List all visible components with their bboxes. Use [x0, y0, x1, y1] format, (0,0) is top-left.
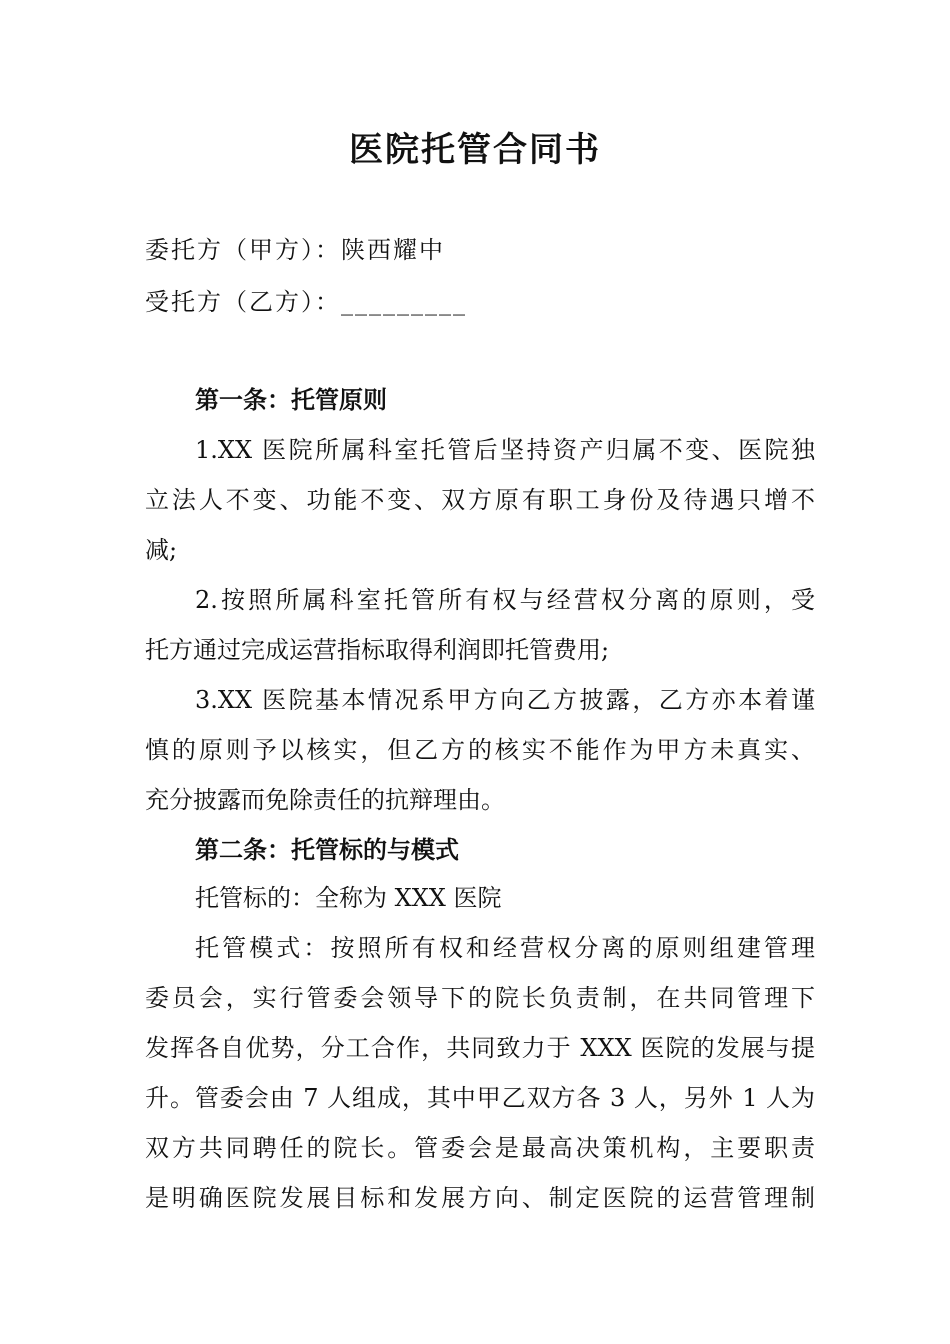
article2-mode-line-3: 发挥各自优势，分工合作，共同致力于 XXX 医院的发展与提	[145, 1034, 815, 1062]
trustee-party-line: 受托方（乙方）：_________	[145, 288, 467, 316]
article2-mode-line-2: 委员会，实行管委会领导下的院长负责制，在共同管理下	[145, 984, 815, 1012]
article1-p2-line-1: 2.按照所属科室托管所有权与经营权分离的原则，受	[195, 586, 815, 614]
article2-target-line: 托管标的：全称为 XXX 医院	[195, 884, 502, 912]
article1-p1-line-3: 减;	[145, 536, 178, 564]
document-title: 医院托管合同书	[349, 130, 601, 170]
article2-mode-line-1: 托管模式：按照所有权和经营权分离的原则组建管理	[195, 934, 815, 962]
article2-mode-line-4: 升。管委会由 7 人组成，其中甲乙双方各 3 人，另外 1 人为	[145, 1084, 815, 1112]
article2-heading: 第二条：托管标的与模式	[195, 836, 459, 864]
article1-p3-line-2: 慎的原则予以核实，但乙方的核实不能作为甲方未真实、	[145, 736, 815, 764]
article1-p2-line-2: 托方通过完成运营指标取得利润即托管费用;	[145, 636, 610, 664]
article1-p3-line-1: 3.XX 医院基本情况系甲方向乙方披露，乙方亦本着谨	[195, 686, 815, 714]
client-party-line: 委托方（甲方）：陕西耀中	[145, 236, 445, 264]
article1-p3-line-3: 充分披露而免除责任的抗辩理由。	[145, 786, 505, 814]
article1-p1-line-2: 立法人不变、功能不变、双方原有职工身份及待遇只增不	[145, 486, 815, 514]
article2-mode-line-6: 是明确医院发展目标和发展方向、制定医院的运营管理制	[145, 1184, 815, 1212]
article2-mode-line-5: 双方共同聘任的院长。管委会是最高决策机构，主要职责	[145, 1134, 815, 1162]
article1-heading: 第一条：托管原则	[195, 386, 387, 414]
article1-p1-line-1: 1.XX 医院所属科室托管后坚持资产归属不变、医院独	[195, 436, 815, 464]
